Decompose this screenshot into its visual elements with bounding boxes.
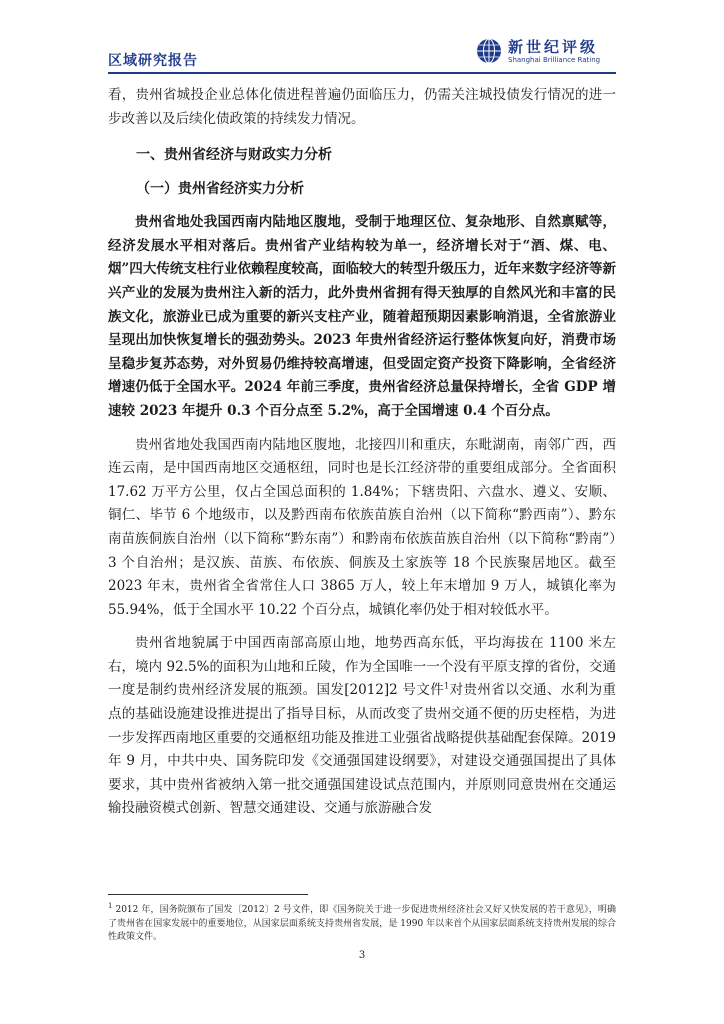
header-divider: [108, 72, 616, 74]
transport-text-part1: 贵州省地貌属于中国西南部高原山地，地势西高东低，平均海拔在 1100 米左右，境内 92.5%的面积为山地和丘陵，作为全国唯一一个没有平原支撑的省份，交通一度是制约贵州经济发展的瓶颈。国发[2012]2 号文件: [108, 635, 616, 699]
page-header: [108, 36, 616, 72]
footnote-divider: [108, 894, 308, 895]
footnote-reference[interactable]: 1: [444, 681, 450, 691]
footnote-text: 2012 年，国务院颁布了国发〔2012〕2 号文件，即《国务院关于进一步促进贵州经济社会又好又快发展的若干意见》，明确了贵州省在国家发展中的重要地位，从国家层面系统支持贵州省发展，是 1990 年以来首个从国家层面系统支持贵州发展的综合性政策文件。: [108, 905, 616, 942]
subsection-heading: （一）贵州省经济实力分析: [136, 181, 304, 198]
page-number: 3: [358, 950, 366, 961]
summary-paragraph: 贵州省地处我国西南内陆地区腹地，受制于地理区位、复杂地形、自然禀赋等，经济发展水平相对落后。贵州省产业结构较为单一，经济增长对于“酒、煤、电、烟”四大传统支柱行业依赖程度较高，面临较大的转型升级压力，近年来数字经济等新兴产业的发展为贵州注入新的活力，此外贵州省拥有得天独厚的自然风光和丰富的民族文化，旅游业已成为重要的新兴支柱产业，随着超预期因素影响消退，全省旅游业呈现出加快恢复增长的强劲势头。2023 年贵州省经济运行整体恢复向好，消费市场呈稳步复苏态势，对外贸易仍维持较高增速，但受固定资产投资下降影响，全省经济增速仍低于全国水平。2024 年前三季度，贵州省经济总量保持增长，全省 GDP 增速较 2023 年提升 0.3 个百分点至 5.2%，高于全国增速 0.4 个百分点。: [108, 214, 616, 419]
intro-paragraph: 看，贵州省城投企业总体化债进程普遍仍面临压力，仍需关注城投债发行情况的进一步改善以及后续化债政策的持续发力情况。: [108, 87, 616, 127]
brand-logo: [476, 36, 616, 68]
geography-paragraph: 贵州省地处我国西南内陆地区腹地，北接四川和重庆，东毗湖南，南邻广西，西连云南，是中国西南地区交通枢纽，同时也是长江经济带的重要组成部分。全省面积 17.62 万平方公里，仅占全国总面积的 1.84%；下辖贵阳、六盘水、遵义、安顺、铜仁、毕节 6 个地级市，以及黔西南布依族苗族自治州（以下简称“黔西南”）、黔东南苗族侗族自治州（以下简称“黔东南”）和黔南布依族苗族自治州（以下简称“黔南”）3 个自治州；是汉族、苗族、布依族、侗族及土家族等 18 个民族聚居地区。截至 2023 年末，贵州省全省常住人口 3865 万人，较上年末增加 9 万人，城镇化率为 55.94%，低于全国水平 10.22 个百分点，城镇化率仍处于相对较低水平。: [108, 436, 616, 618]
transport-text-part2: 对贵州省以交通、水利为重点的基础设施建设推进提出了指导目标，从而改变了贵州交通不便的历史桎梏，为进一步发挥西南地区重要的交通枢纽功能及推进工业强省战略提供基础配套保障。2019 年 9 月，中共中央、国务院印发《交通强国建设纲要》，对建设交通强国提出了具体要求，其中贵州省被纳入第一批交通强国建设试点范围内，并原则同意贵州在交通运输投融资模式创新、智慧交通建设、交通与旅游融合发: [108, 682, 616, 817]
report-body: [108, 84, 616, 821]
footnote: [108, 900, 616, 945]
logo-chinese-name: 新世纪评级: [508, 38, 599, 56]
footnote-marker: 1: [108, 902, 113, 910]
transport-paragraph: [108, 632, 616, 821]
globe-logo-icon: [476, 38, 502, 64]
logo-english-name: Shanghai Brilliance Rating: [508, 56, 601, 64]
section-heading: 一、贵州省经济与财政实力分析: [136, 147, 332, 164]
section-title: 区域研究报告: [108, 53, 198, 69]
